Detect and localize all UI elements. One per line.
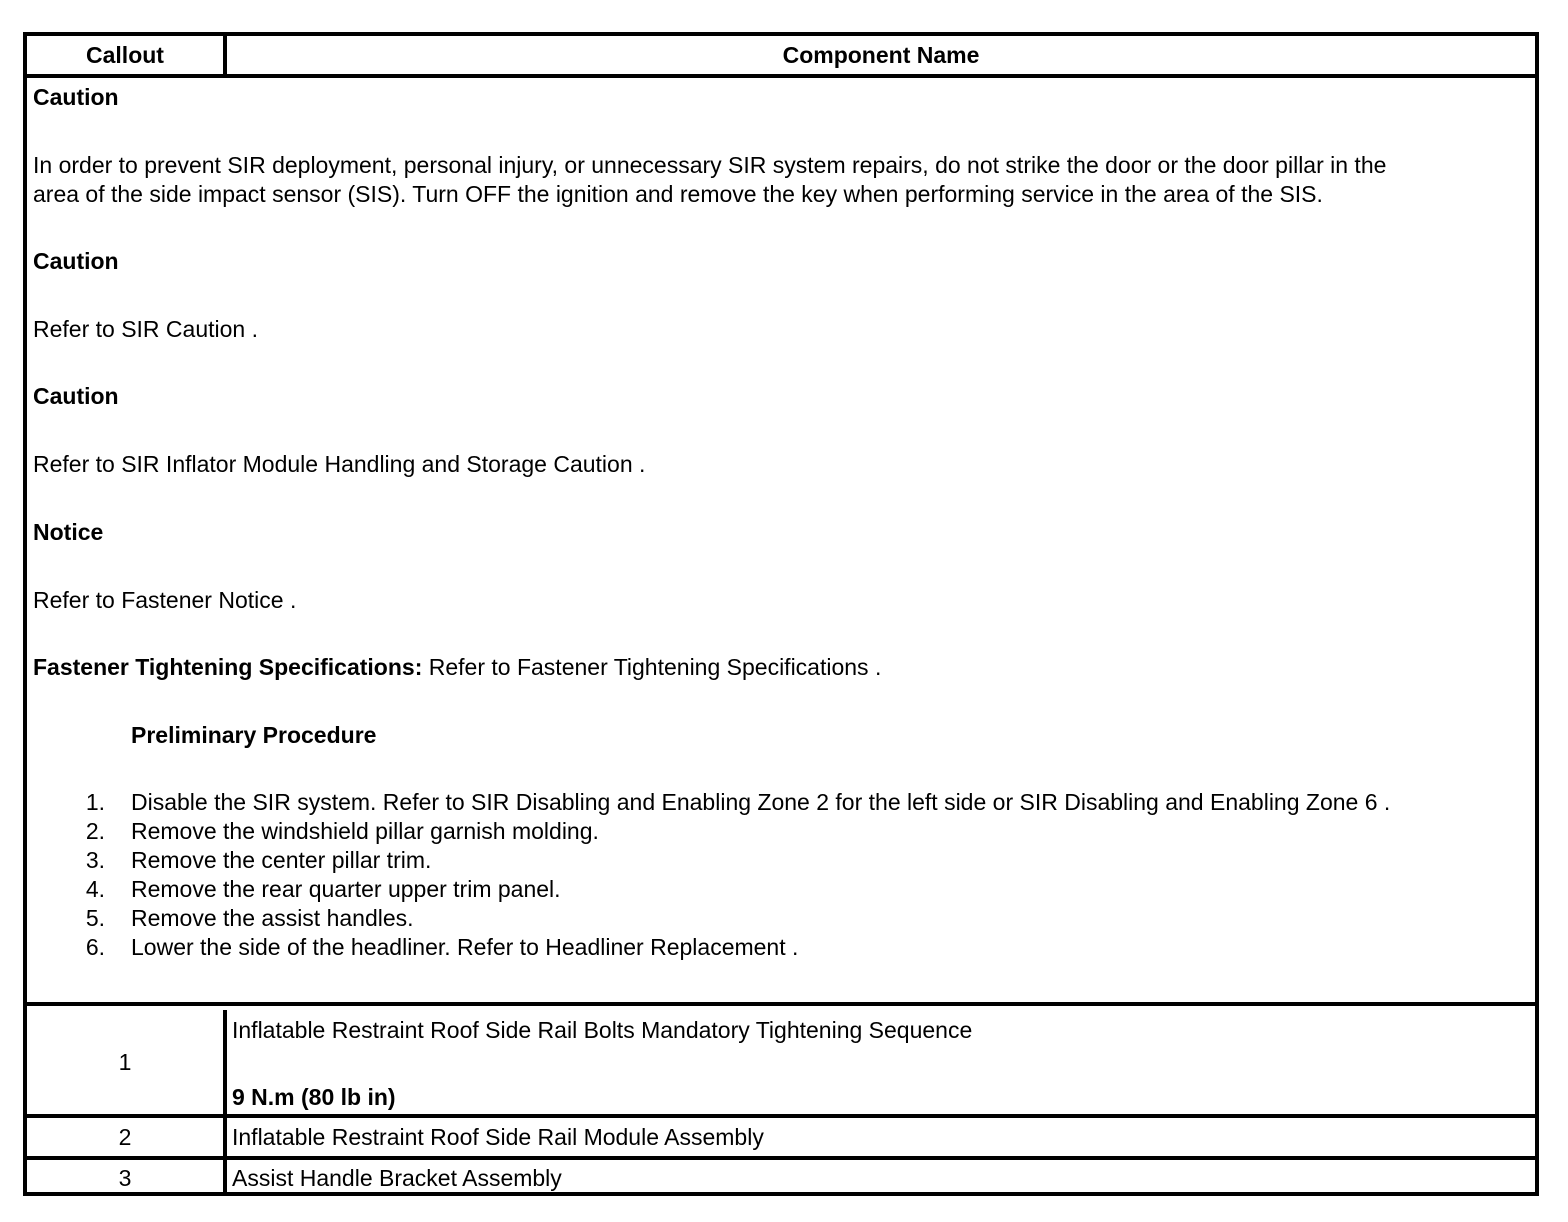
procedure-notes: [27, 78, 1535, 1006]
step-text: Lower the side of the headliner. Refer to Headliner Replacement .: [131, 934, 799, 960]
step-text: Remove the assist handles.: [131, 905, 414, 931]
caution-1-line-2: area of the side impact sensor (SIS). Turn OFF the ignition and remove the key when performing service in the area of the SIS.: [33, 181, 1323, 207]
step-text: Remove the center pillar trim.: [131, 847, 432, 873]
fastener-spec-label: Fastener Tightening Specifications:: [33, 654, 423, 680]
component-name: Inflatable Restraint Roof Side Rail Bolts Mandatory Tightening Sequence: [232, 1017, 973, 1043]
step-number: 5.: [85, 905, 105, 931]
step-number: 6.: [85, 934, 105, 960]
table-row: [27, 1010, 1535, 1118]
component-name-header: Component Name: [782, 41, 980, 68]
fastener-spec-text: Refer to Fastener Tightening Specifications .: [422, 654, 882, 680]
caution-1-title: Caution: [33, 84, 119, 110]
caution-2-title: Caution: [33, 248, 119, 274]
notice-title: Notice: [33, 519, 104, 545]
notice-body: Refer to Fastener Notice .: [33, 587, 297, 613]
step-number: 4.: [85, 876, 105, 902]
step-number: 2.: [85, 818, 105, 844]
step-number: 3.: [85, 847, 105, 873]
preliminary-title: Preliminary Procedure: [131, 722, 377, 748]
step-text: Disable the SIR system. Refer to SIR Disabling and Enabling Zone 2 for the left side or SIR Disabling and Enabling Zone 6 .: [131, 789, 1391, 815]
torque-spec: 9 N.m (80 lb in): [232, 1084, 396, 1110]
table-row: [27, 1118, 1535, 1160]
component-table: [23, 32, 1539, 1196]
caution-3-title: Caution: [33, 383, 119, 409]
component-name: Assist Handle Bracket Assembly: [232, 1164, 562, 1191]
callout-cell: 2: [27, 1118, 227, 1156]
caution-1-line-1: In order to prevent SIR deployment, personal injury, or unnecessary SIR system repairs, do not strike the door or the door pillar in the: [33, 152, 1387, 178]
component-cell: [232, 1010, 1531, 1114]
callout-cell: 3: [27, 1160, 227, 1196]
step-number: 1.: [85, 789, 105, 815]
step-text: Remove the rear quarter upper trim panel.: [131, 876, 561, 902]
table-row: [27, 1160, 1535, 1196]
caution-3-body: Refer to SIR Inflator Module Handling and Storage Caution .: [33, 451, 646, 477]
caution-2-body: Refer to SIR Caution .: [33, 316, 258, 342]
callout-cell: 1: [27, 1010, 227, 1114]
table-header: [27, 36, 1535, 78]
step-text: Remove the windshield pillar garnish molding.: [131, 818, 599, 844]
component-name: Inflatable Restraint Roof Side Rail Module Assembly: [232, 1123, 764, 1150]
callout-header: Callout: [27, 36, 227, 74]
fastener-spec: [33, 653, 881, 682]
